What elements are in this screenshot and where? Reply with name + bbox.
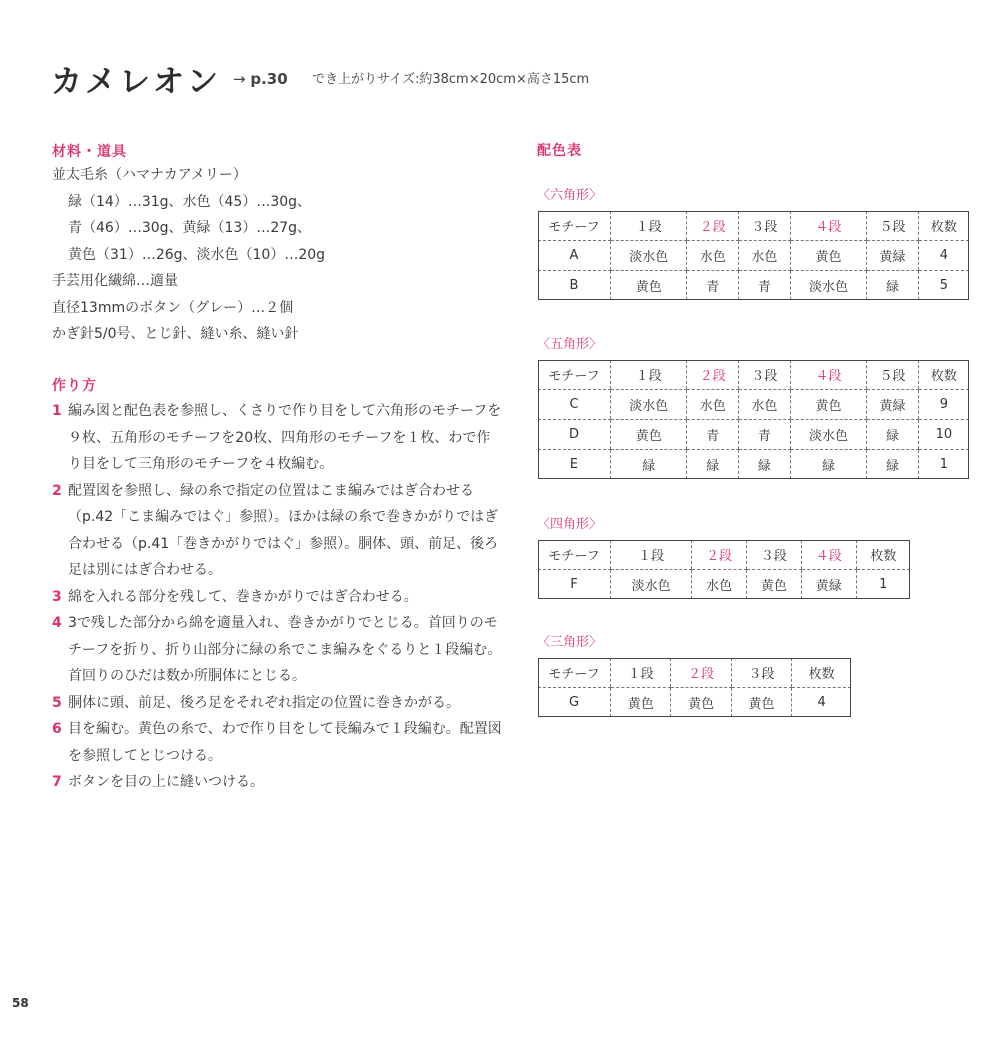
- header-cell: ４段: [801, 540, 856, 570]
- table-cell: 黄色: [611, 271, 687, 301]
- square-title: 〈四角形〉: [537, 517, 603, 532]
- header-cell: ５段: [867, 211, 919, 241]
- table-cell: 淡水色: [611, 570, 692, 600]
- table-cell: 黄色: [611, 420, 687, 450]
- step-text: 配置図を参照し、緑の糸で指定の位置はこま編みではぎ合わせる（p.42「こま編みではぐ」参照）。ほかは緑の糸で巻きかがりではぎ合わせる（p.41「巻きかがりではぐ」参照）。胴体、頭、前足、後ろ足は別にはぎ合わせる。: [68, 482, 499, 578]
- step-item: [52, 690, 502, 717]
- header-cell: モチーフ: [538, 360, 611, 390]
- material-line: 並太毛糸（ハマナカアメリー）: [52, 167, 247, 183]
- header-cell: ４段: [790, 360, 866, 390]
- table-row: [538, 570, 910, 600]
- header-cell: ５段: [867, 360, 919, 390]
- table-cell: 水色: [692, 570, 747, 600]
- header-cell: ３段: [739, 360, 791, 390]
- header-cell: モチーフ: [538, 211, 611, 241]
- header-cell: ２段: [671, 658, 731, 688]
- table-cell: 水色: [687, 241, 739, 271]
- step-text: 綿を入れる部分を残して、巻きかがりではぎ合わせる。: [68, 588, 418, 605]
- table-cell: C: [538, 390, 611, 420]
- table-cell: 水色: [739, 241, 791, 271]
- header-cell: 枚数: [918, 211, 969, 241]
- step-number: 2: [52, 482, 62, 499]
- table-cell: D: [538, 420, 611, 450]
- table-cell: 黄色: [790, 390, 866, 420]
- table-header-row: [538, 360, 969, 390]
- table-cell: 5: [918, 271, 969, 301]
- method-steps: [52, 398, 502, 796]
- table-cell: 水色: [687, 390, 739, 420]
- table-cell: E: [569, 457, 579, 472]
- page-reference: [233, 70, 288, 88]
- table-cell: 青: [687, 420, 739, 450]
- page-title: カメレオン: [51, 64, 221, 100]
- table-cell: 緑: [790, 450, 866, 480]
- material-line: 青（46）…30g、黄緑（13）…27g、: [68, 220, 312, 236]
- header-cell: モチーフ: [538, 658, 611, 688]
- table-header-row: [538, 540, 910, 570]
- table-cell: 淡水色: [611, 241, 687, 271]
- header-cell: ４段: [790, 211, 866, 241]
- material-line: 直径13mmのボタン（グレー）…２個: [52, 299, 294, 316]
- method-heading: 作り方: [52, 378, 97, 394]
- header-cell: ３段: [747, 540, 802, 570]
- step-text: 3で残した部分から綿を適量入れ、巻きかがりでとじる。首回りのモチーフを折り、折り山部分に緑の糸でこま編みをぐるりと１段編む。首回りのひだは数か所胴体にとじる。: [68, 615, 502, 684]
- table-cell: 9: [918, 390, 969, 420]
- arrow-icon: →: [233, 70, 246, 88]
- hexagon-title: 〈六角形〉: [537, 188, 603, 203]
- step-item: [52, 398, 502, 478]
- step-text: 胴体に頭、前足、後ろ足をそれぞれ指定の位置に巻きかがる。: [68, 694, 460, 711]
- table-cell: 黄色: [611, 688, 671, 718]
- step-text: ボタンを目の上に縫いつける。: [68, 774, 264, 790]
- material-line: 黄色（31）…26g、淡水色（10）…20g: [68, 246, 326, 263]
- table-cell: 緑: [867, 450, 919, 480]
- table-cell: 水色: [739, 390, 791, 420]
- table-cell: 淡水色: [790, 420, 866, 450]
- table-cell: 緑: [867, 420, 919, 450]
- table-header-row: [538, 658, 851, 688]
- page-number: 58: [12, 996, 29, 1010]
- step-number: 4: [52, 615, 62, 631]
- table-cell: B: [569, 278, 579, 293]
- step-number: 6: [52, 721, 62, 737]
- header-cell: ３段: [731, 658, 791, 688]
- table-cell: F: [570, 577, 578, 592]
- table-row: [538, 271, 969, 301]
- table-cell: 緑: [739, 450, 791, 480]
- step-number: 3: [52, 588, 62, 605]
- pentagon-table: [538, 360, 969, 479]
- material-line: かぎ針5/0号、とじ針、縫い糸、縫い針: [52, 326, 299, 342]
- pentagon-title: 〈五角形〉: [537, 337, 603, 352]
- step-item: [52, 478, 502, 584]
- materials-heading: 材料・道具: [52, 144, 127, 160]
- header-cell: ２段: [687, 211, 739, 241]
- header-cell: ２段: [692, 540, 747, 570]
- table-cell: 黄緑: [867, 241, 919, 271]
- color-chart-heading: 配色表: [537, 143, 582, 159]
- finished-size: でき上がりサイズ:約38cm×20cm×高さ15cm: [312, 72, 590, 87]
- step-item: [52, 769, 502, 796]
- triangle-title: 〈三角形〉: [537, 635, 603, 650]
- header-cell: 枚数: [918, 360, 969, 390]
- page-reference-link[interactable]: p.30: [250, 70, 288, 88]
- table-row: [538, 420, 969, 450]
- step-text: 編み図と配色表を参照し、くさりで作り目をして六角形のモチーフを９枚、五角形のモチーフを20枚、四角形のモチーフを１枚、わで作り目をして三角形のモチーフを４枚編む。: [68, 403, 502, 472]
- table-cell: 黄色: [671, 688, 731, 718]
- materials-list: [52, 162, 382, 348]
- header-cell: 枚数: [856, 540, 910, 570]
- table-cell: 黄緑: [801, 570, 856, 600]
- step-number: 5: [52, 694, 62, 711]
- square-table: [538, 540, 910, 599]
- table-cell: 4: [792, 688, 851, 718]
- table-cell: G: [568, 695, 580, 710]
- table-cell: 緑: [611, 450, 687, 480]
- step-number: 7: [52, 774, 62, 790]
- step-item: [52, 610, 502, 690]
- table-row: [538, 688, 851, 718]
- step-number: 1: [52, 403, 62, 419]
- table-cell: 青: [687, 271, 739, 301]
- header-cell: ３段: [739, 211, 791, 241]
- table-cell: 黄色: [790, 241, 866, 271]
- hexagon-table: [538, 211, 969, 300]
- header-cell: １段: [611, 360, 687, 390]
- table-cell: 10: [918, 420, 969, 450]
- table-cell: 淡水色: [611, 390, 687, 420]
- header-cell: ２段: [687, 360, 739, 390]
- table-cell: 1: [918, 450, 969, 480]
- step-item: [52, 584, 502, 611]
- table-cell: 黄色: [747, 570, 802, 600]
- header-cell: 枚数: [792, 658, 851, 688]
- triangle-table: [538, 658, 851, 717]
- table-cell: 青: [739, 271, 791, 301]
- table-cell: 淡水色: [790, 271, 866, 301]
- material-line: 手芸用化繊綿…適量: [52, 273, 178, 289]
- table-cell: 緑: [867, 271, 919, 301]
- table-row: [538, 241, 969, 271]
- header-cell: モチーフ: [538, 540, 611, 570]
- step-text: 目を編む。黄色の糸で、わで作り目をして長編みで１段編む。配置図を参照してとじつける。: [68, 721, 502, 764]
- header-cell: １段: [611, 211, 687, 241]
- table-cell: 青: [739, 420, 791, 450]
- table-cell: 4: [918, 241, 969, 271]
- material-line: 緑（14）…31g、水色（45）…30g、: [68, 193, 312, 210]
- table-cell: 黄色: [731, 688, 791, 718]
- table-cell: 1: [856, 570, 910, 600]
- table-cell: 緑: [687, 450, 739, 480]
- table-row: [538, 450, 969, 480]
- table-cell: A: [538, 241, 611, 271]
- header-cell: １段: [611, 658, 671, 688]
- step-item: [52, 716, 502, 769]
- table-header-row: [538, 211, 969, 241]
- table-cell: 黄緑: [867, 390, 919, 420]
- table-row: [538, 390, 969, 420]
- header-cell: １段: [611, 540, 692, 570]
